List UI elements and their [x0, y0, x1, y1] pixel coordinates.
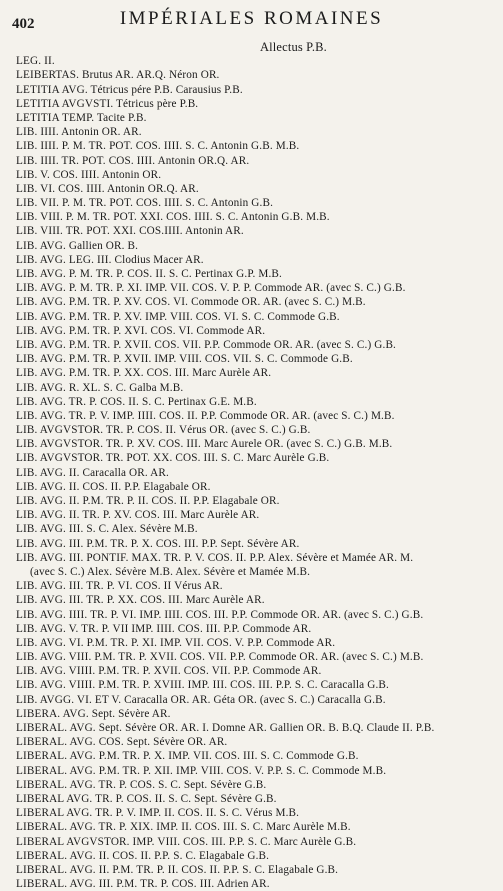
legend-line-text: LIB. AVG. VIII. P.M. TR. P. XVII. COS. VII. P.P. Commode OR. AR. (avec S. C.) M.B. — [16, 651, 424, 664]
legend-line-text: LETITIA AVG. Tétricus pére P.B. Carausius P.B. — [16, 83, 243, 96]
legend-line — [16, 735, 500, 749]
legend-line-text: LIB. AVG. II. COS. II. P.P. Elagabale OR. — [16, 480, 211, 493]
legend-line-text: LIB. AVG. TR. P. V. IMP. IIII. COS. II. P.P. Commode OR. AR. (avec S. C.) M.B. — [16, 409, 395, 422]
legend-line — [16, 835, 500, 849]
legend-line — [16, 366, 500, 380]
legend-line — [16, 522, 500, 536]
legend-line — [16, 281, 500, 295]
legend-line — [16, 437, 500, 451]
legend-line — [16, 83, 500, 97]
legend-line — [16, 239, 500, 253]
legend-line-text: LIB. AVG. TR. P. COS. II. S. C. Pertinax G.E. M.B. — [16, 395, 257, 408]
legend-line — [16, 636, 500, 650]
legend-line — [16, 579, 500, 593]
legend-line-text: LIB. IIII. Antonin OR. AR. — [16, 126, 142, 139]
legend-line — [16, 267, 500, 281]
legend-line-text: LIB. AVG. VIIII. P.M. TR. P. XVIII. IMP. III. COS. III. P.P. S. C. Caracalla G.B. — [16, 679, 389, 692]
legend-line-text: LIB. AVGVSTOR. TR. POT. XX. COS. III. S. C. Marc Aurèle G.B. — [16, 452, 330, 465]
legend-line-text: LIBERAL. AVG. COS. Sept. Sévère OR. AR. — [16, 736, 228, 749]
legend-line-text: LIB. AVG. III. TR. P. XX. COS. III. Marc Aurèle AR. — [16, 594, 265, 607]
legend-line — [16, 381, 500, 395]
legend-line — [16, 650, 500, 664]
legend-line — [16, 678, 500, 692]
legend-line-text: LIBERAL. AVG. P.M. TR. P. X. IMP. VII. COS. III. S. C. Commode G.B. — [16, 750, 359, 763]
legend-line-text: LIB. AVG. P.M. TR. P. XX. COS. III. Marc Aurèle AR. — [16, 367, 272, 380]
legend-line — [16, 480, 500, 494]
legend-line — [16, 40, 500, 54]
legend-line-text: LIB. AVG. II. Caracalla OR. AR. — [16, 466, 169, 479]
legend-line — [16, 693, 500, 707]
legend-line — [16, 196, 500, 210]
legend-line-text: LIB. AVG. Gallien OR. B. — [16, 239, 139, 252]
legend-line-text: (avec S. C.) Alex. Sévère M.B. Alex. Sévère et Mamée M.B. — [30, 565, 311, 578]
legend-line — [16, 253, 500, 267]
legend-line-text: LIBERAL. AVG. Sept. Sévère OR. AR. I. Domne AR. Gallien OR. B. B.Q. Claude II. P.B. — [16, 722, 435, 734]
legend-line — [16, 54, 500, 68]
legend-line-text: LEG. II. — [16, 55, 55, 68]
legend-line — [16, 565, 500, 579]
legend-line — [16, 125, 500, 139]
legend-line — [16, 849, 500, 863]
legend-line — [16, 466, 500, 480]
legend-line-text: LIB. AVG. III. P.M. TR. P. X. COS. III. P.P. Sept. Sévère AR. — [16, 537, 300, 550]
legend-line-text: LIBERAL. AVG. P.M. TR. P. XII. IMP. VIII. COS. V. P.P. S. C. Commode M.B. — [16, 764, 387, 777]
legend-line-text: LIB. VIII. TR. POT. XXI. COS.IIII. Antonin AR. — [16, 225, 244, 238]
legend-line-text: LIBERA. AVG. Sept. Sévère AR. — [16, 707, 171, 720]
legend-line-text: LIB. AVG. LEG. III. Clodius Macer AR. — [16, 253, 204, 266]
legend-line-text: LEIBERTAS. Brutus AR. AR.Q. Néron OR. — [16, 69, 220, 82]
legend-line — [16, 210, 500, 224]
legend-line — [16, 395, 500, 409]
legend-line — [16, 778, 500, 792]
legend-line-text: LIB. AVG. P.M. TR. P. XV. IMP. VIII. COS. VI. S. C. Commode G.B. — [16, 310, 340, 323]
legend-line-text: LIBERAL AVG. TR. P. V. IMP. II. COS. II. S. C. Vérus M.B. — [16, 807, 300, 820]
legend-line — [16, 68, 500, 82]
legend-line-text: LIB. AVG. III. PONTIF. MAX. TR. P. V. COS. II. P.P. Alex. Sévère et Mamée AR. M. — [16, 551, 414, 564]
legend-line-text: LIB. AVG. II. P.M. TR. P. II. COS. II. P.P. Elagabale OR. — [16, 495, 280, 507]
legend-line-text: LIB. VIII. P. M. TR. POT. XXI. COS. IIII. S. C. Antonin G.B. M.B. — [16, 211, 330, 224]
legend-line-text: LETITIA TEMP. Tacite P.B. — [16, 111, 147, 124]
legend-line-text: LIBERAL AVGVSTOR. IMP. VIII. COS. III. P.P. S. C. Marc Aurèle G.B. — [16, 835, 357, 848]
legend-line-text: LIB. IIII. P. M. TR. POT. COS. IIII. S. C. Antonin G.B. M.B. — [16, 140, 300, 153]
legend-line — [16, 352, 500, 366]
legend-line — [16, 224, 500, 238]
legend-line — [16, 707, 500, 721]
page-title: IMPÉRIALES ROMAINES — [119, 8, 384, 29]
legend-line-text: LIB. AVGG. VI. ET V. Caracalla OR. AR. Géta OR. (avec S. C.) Caracalla G.B. — [16, 693, 386, 706]
legend-line — [16, 863, 500, 877]
legend-line-text: LIB. AVGVSTOR. TR. P. XV. COS. III. Marc Aurele OR. (avec S. C.) G.B. M.B. — [16, 438, 393, 451]
legend-line — [16, 749, 500, 763]
legend-line — [16, 877, 500, 891]
legend-line-text: LIBERAL. AVG. TR. P. COS. S. C. Sept. Sévère G.B. — [16, 778, 267, 791]
legend-line-text: LIB. AVG. P.M. TR. P. XVI. COS. VI. Commode AR. — [16, 324, 266, 337]
legend-line — [16, 409, 500, 423]
legend-line — [16, 721, 500, 735]
legend-line — [16, 168, 500, 182]
legend-line-text: LIB. AVG. P.M. TR. P. XVII. COS. VII. P.P. Commode OR. AR. (avec S. C.) G.B. — [16, 338, 397, 351]
legend-line-text: LIBERAL. AVG. III. P.M. TR. P. COS. III. Adrien AR. — [16, 878, 270, 891]
legend-line — [16, 764, 500, 778]
page-number: 402 — [12, 16, 35, 32]
legend-line — [16, 608, 500, 622]
legend-line-text: LIB. VI. COS. IIII. Antonin OR.Q. AR. — [16, 182, 199, 195]
legend-line-text: LIB. AVGVSTOR. TR. P. COS. II. Vérus OR. (avec S. C.) G.B. — [16, 424, 311, 437]
legend-line — [16, 451, 500, 465]
legend-line — [16, 622, 500, 636]
legend-line — [16, 508, 500, 522]
legend-line-text: LIB. AVG. P. M. TR. P. XI. IMP. VII. COS. V. P. P. Commode AR. (avec S. C.) G.B. — [16, 282, 406, 295]
legend-line — [16, 593, 500, 607]
legend-line — [16, 792, 500, 806]
legend-line-text: LIB. AVG. P. M. TR. P. COS. II. S. C. Pertinax G.P. M.B. — [16, 268, 282, 280]
legend-line — [16, 494, 500, 508]
legend-line-text: LIB. AVG. III. S. C. Alex. Sévère M.B. — [16, 523, 198, 536]
legend-line — [16, 182, 500, 196]
legend-line — [16, 139, 500, 153]
legend-line — [16, 806, 500, 820]
legend-line-text: Allectus P.B. — [260, 40, 327, 54]
legend-line-text: LIB. VII. P. M. TR. POT. COS. IIII. S. C. Antonin G.B. — [16, 197, 274, 210]
legend-line-text: LIB. AVG. VIIII. P.M. TR. P. XVII. COS. VII. P.P. Commode AR. — [16, 665, 322, 678]
legend-line — [16, 154, 500, 168]
legend-line-text: LIB. IIII. TR. POT. COS. IIII. Antonin OR.Q. AR. — [16, 154, 250, 167]
legend-line — [16, 310, 500, 324]
legend-line-text: LIB. AVG. III. TR. P. VI. COS. II Vérus AR. — [16, 580, 223, 593]
legend-line-text: LIBERAL. AVG. II. P.M. TR. P. II. COS. II. P.P. S. C. Elagabale G.B. — [16, 863, 339, 876]
legend-line-text: LIBERAL. AVG. TR. P. XIX. IMP. II. COS. III. S. C. Marc Aurèle M.B. — [16, 821, 351, 834]
legend-line-text: LIB. AVG. R. XL. S. C. Galba M.B. — [16, 381, 184, 394]
legend-line — [16, 537, 500, 551]
legend-line-text: LIBERAL. AVG. II. COS. II. P.P. S. C. Elagabale G.B. — [16, 849, 270, 862]
coin-legend-list — [16, 40, 500, 891]
legend-line — [16, 551, 500, 565]
legend-line-text: LIB. AVG. VI. P.M. TR. P. XI. IMP. VII. COS. V. P.P. Commode AR. — [16, 636, 336, 649]
legend-line — [16, 338, 500, 352]
legend-line-text: LIB. AVG. P.M. TR. P. XVII. IMP. VIII. COS. VII. S. C. Commode G.B. — [16, 353, 353, 366]
legend-line-text: LIB. AVG. P.M. TR. P. XV. COS. VI. Commode OR. AR. (avec S. C.) M.B. — [16, 296, 366, 309]
legend-line-text: LIB. V. COS. IIII. Antonin OR. — [16, 168, 162, 181]
legend-line — [16, 111, 500, 125]
legend-line-text: LIBERAL AVG. TR. P. COS. II. S. C. Sept. Sévère G.B. — [16, 792, 277, 805]
legend-line — [16, 295, 500, 309]
legend-line-text: LIB. AVG. IIII. TR. P. VI. IMP. IIII. COS. III. P.P. Commode OR. AR. (avec S. C.) G.B. — [16, 608, 424, 621]
legend-line-text: LIB. AVG. II. TR. P. XV. COS. III. Marc Aurèle AR. — [16, 509, 260, 522]
page-header — [0, 4, 503, 34]
legend-line — [16, 324, 500, 338]
legend-line-text: LETITIA AVGVSTI. Tétricus père P.B. — [16, 97, 199, 110]
legend-line — [16, 820, 500, 834]
legend-line — [16, 423, 500, 437]
legend-line — [16, 97, 500, 111]
legend-line — [16, 664, 500, 678]
legend-line-text: LIB. AVG. V. TR. P. VII IMP. IIII. COS. III. P.P. Commode AR. — [16, 622, 312, 635]
